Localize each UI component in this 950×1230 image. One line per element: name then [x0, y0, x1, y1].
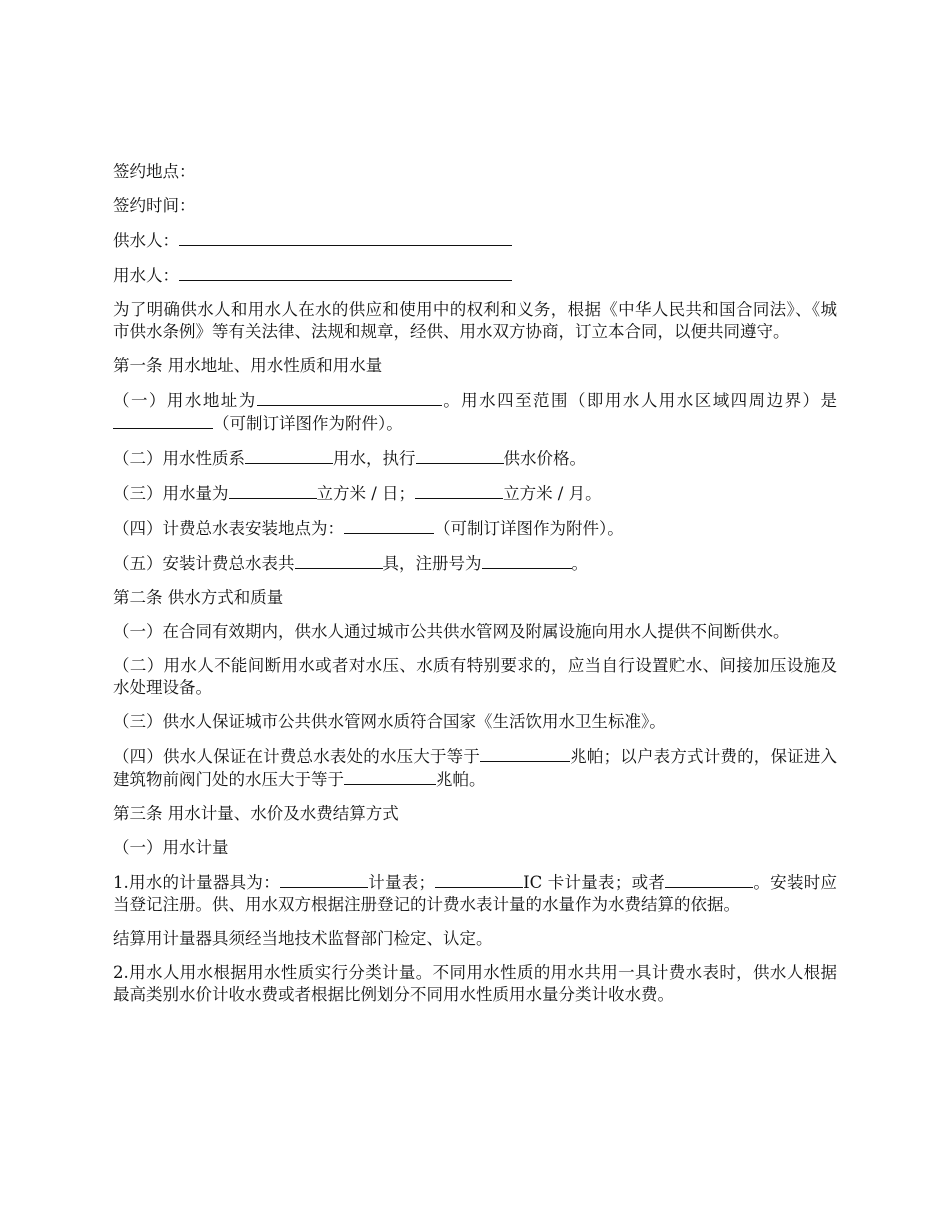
- sign-place-label: 签约地点：: [113, 162, 196, 181]
- text-fragment: 。安装时应当登记注册。供、用水双方根据注册登记的计费水表计量的水量作为水费结算的依据。: [113, 873, 838, 914]
- article3-sub1: （一）用水计量: [113, 838, 229, 857]
- text-fragment: （三）用水量为: [113, 484, 229, 503]
- text-fragment: 兆帕。: [436, 770, 486, 789]
- text-fragment: 。: [571, 554, 588, 573]
- sign-time-line: [113, 195, 837, 217]
- article1-item3: [113, 482, 837, 505]
- text-fragment: 立方米 / 日；: [316, 484, 416, 503]
- text-fragment: 立方米 / 月。: [503, 484, 602, 503]
- article2-item3: （三）供水人保证城市公共供水管网水质符合国家《生活饮用水卫生标准》。: [113, 712, 666, 731]
- article3-para3: 2.用水人用水根据用水性质实行分类计量。不同用水性质的用水共用一具计费水表时，供水人根据最高类别水价计收水费或者根据比例划分不同用水性质用水量分类计收水费。: [113, 963, 837, 1004]
- user-line: [113, 264, 837, 287]
- article1-item5: [113, 552, 837, 575]
- boundary-blank[interactable]: [113, 412, 213, 429]
- text-fragment: （一）用水地址为: [113, 391, 257, 410]
- text-fragment: （四）供水人保证在计费总水表处的水压大于等于: [113, 747, 481, 766]
- text-fragment: 。用水四至范围（即用水人用水区域四周边界）是: [441, 391, 838, 410]
- address-blank[interactable]: [257, 389, 442, 406]
- text-fragment: 1.用水的计量器具为：: [113, 873, 280, 892]
- intro-paragraph: 为了明确供水人和用水人在水的供应和使用中的权利和义务，根据《中华人民共和国合同法》、《城市供水条例》等有关法律、法规和规章，经供、用水双方协商，订立本合同，以便共同遵守。: [113, 300, 837, 341]
- meter-type-blank-2[interactable]: [435, 871, 523, 888]
- text-fragment: 具，注册号为: [382, 554, 482, 573]
- meter-type-blank-3[interactable]: [665, 871, 753, 888]
- article1-item2: [113, 447, 837, 470]
- text-fragment: （可制订详图作为附件）。: [434, 519, 624, 538]
- nature-blank[interactable]: [245, 447, 333, 464]
- article2-title: 第二条 供水方式和质量: [113, 588, 284, 607]
- meter-location-blank[interactable]: [344, 517, 434, 534]
- text-fragment: （二）用水性质系: [113, 449, 245, 468]
- daily-volume-blank[interactable]: [229, 482, 317, 499]
- text-fragment: 用水，执行: [333, 449, 416, 468]
- supplier-blank[interactable]: [179, 229, 512, 246]
- monthly-volume-blank[interactable]: [415, 482, 503, 499]
- registration-blank[interactable]: [482, 552, 572, 569]
- article2-item2: （二）用水人不能间断用水或者对水压、水质有特别要求的，应当自行设置贮水、间接加压设施及水处理设备。: [113, 656, 837, 697]
- article1-item1: [113, 389, 837, 435]
- meter-count-blank[interactable]: [295, 552, 383, 569]
- article3-para2: 结算用计量器具须经当地技术监督部门检定、认定。: [113, 929, 493, 948]
- article2-item1: （一）在合同有效期内，供水人通过城市公共供水管网及附属设施向用水人提供不间断供水。: [113, 622, 790, 641]
- text-fragment: IC 卡计量表；或者: [523, 873, 666, 892]
- article1-title: 第一条 用水地址、用水性质和用水量: [113, 356, 383, 375]
- pressure-total-blank[interactable]: [480, 745, 570, 762]
- contract-body: [113, 161, 837, 1018]
- text-fragment: （可制订详图作为附件）。: [213, 414, 403, 433]
- article2-item4: [113, 745, 837, 791]
- article1-item4: [113, 517, 837, 540]
- sign-place-line: [113, 161, 837, 183]
- user-label: 用水人：: [113, 266, 179, 285]
- text-fragment: 供水价格。: [503, 449, 586, 468]
- text-fragment: 计量表；: [367, 873, 436, 892]
- article3-title: 第三条 用水计量、水价及水费结算方式: [113, 804, 399, 823]
- price-blank[interactable]: [416, 447, 504, 464]
- supplier-label: 供水人：: [113, 231, 179, 250]
- text-fragment: （四）计费总水表安装地点为：: [113, 519, 344, 538]
- text-fragment: 兆帕；以户表方式计费的，保证进入建筑物前阀门处的水压大于等于: [113, 747, 838, 789]
- user-blank[interactable]: [179, 264, 512, 281]
- pressure-building-blank[interactable]: [344, 768, 436, 785]
- article3-para1: [113, 871, 837, 916]
- text-fragment: （五）安装计费总水表共: [113, 554, 295, 573]
- supplier-line: [113, 229, 837, 252]
- sign-time-label: 签约时间：: [113, 196, 196, 215]
- meter-type-blank-1[interactable]: [280, 871, 368, 888]
